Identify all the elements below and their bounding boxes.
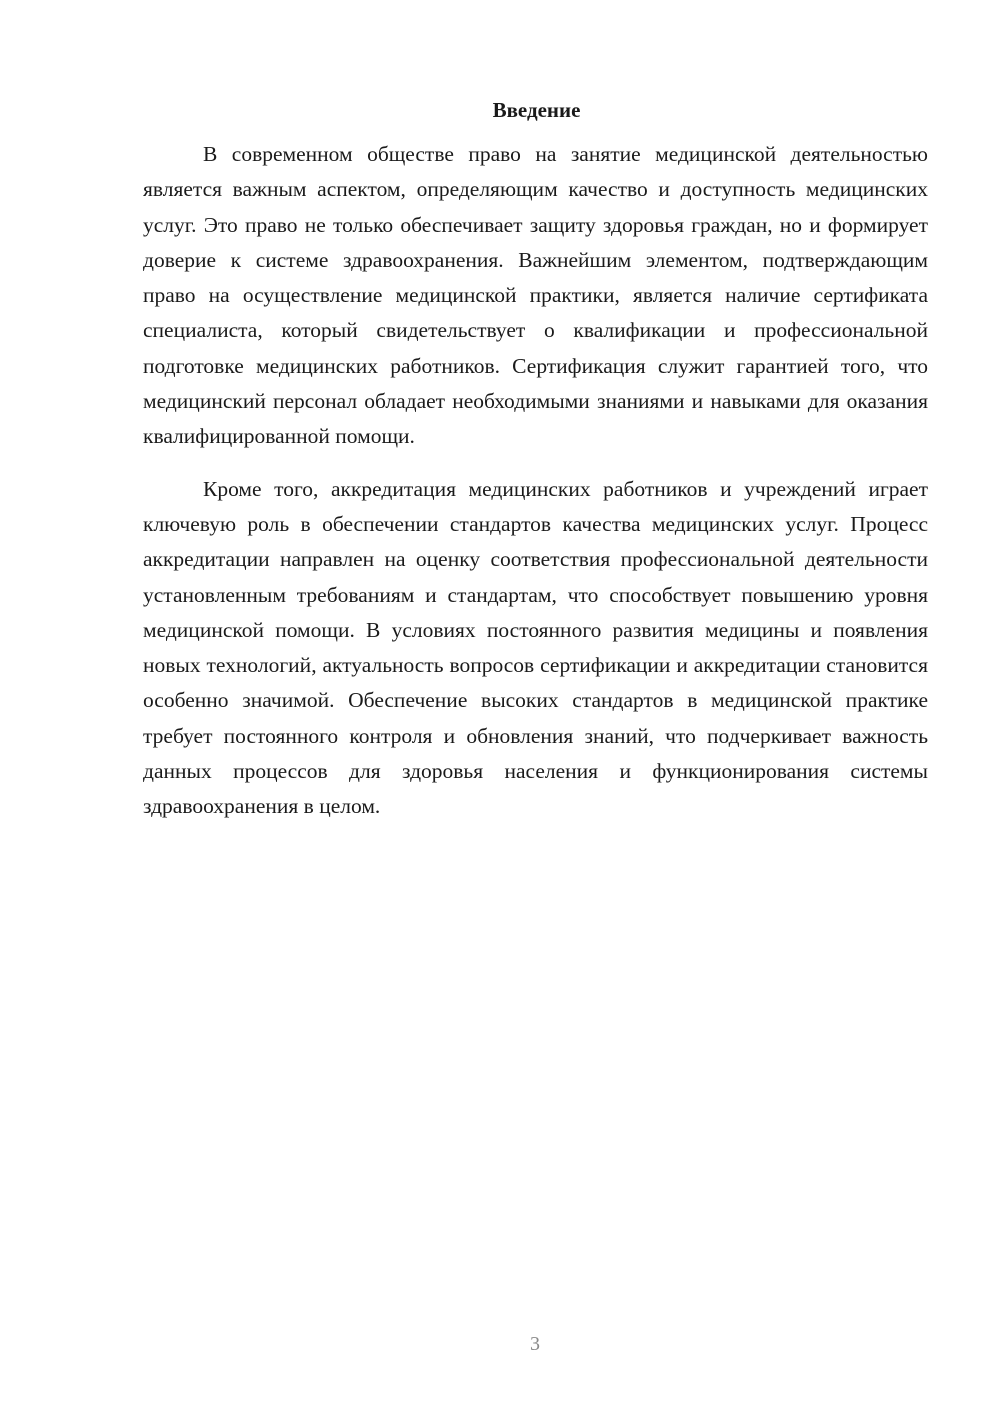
paragraph-2: Кроме того, аккредитация медицинских работников и учреждений играет ключевую роль в обеспечении стандартов качества медицинских услуг. Процесс аккредитации направлен на оценку соответствия профессиональной деятельности установленным требованиям и стандартам, что способствует повышению уровня медицинской помощи. В условиях постоянного развития медицины и появления новых технологий, актуальность вопросов сертификации и аккредитации становится особенно значимой. Обеспечение высоких стандартов в медицинской практике требует постоянного контроля и обновления знаний, что подчеркивает важность данных процессов для здоровья населения и функционирования системы здравоохранения в целом. bbox=[143, 476, 928, 819]
page-content bbox=[143, 95, 928, 825]
section-heading: Введение bbox=[492, 98, 581, 122]
page-number: 3 bbox=[530, 1333, 540, 1355]
paragraph-1: В современном обществе право на занятие медицинской деятельностью является важным аспектом, определяющим качество и доступность медицинских услуг. Это право не только обеспечивает защиту здоровья граждан, но и формирует доверие к системе здравоохранения. Важнейшим элементом, подтверждающим право на осуществление медицинской практики, является наличие сертификата специалиста, который свидетельствует о квалификации и профессиональной подготовке медицинских работников. Сертификация служит гарантией того, что медицинский персонал обладает необходимыми знаниями и навыками для оказания квалифицированной помощи. bbox=[143, 142, 928, 449]
